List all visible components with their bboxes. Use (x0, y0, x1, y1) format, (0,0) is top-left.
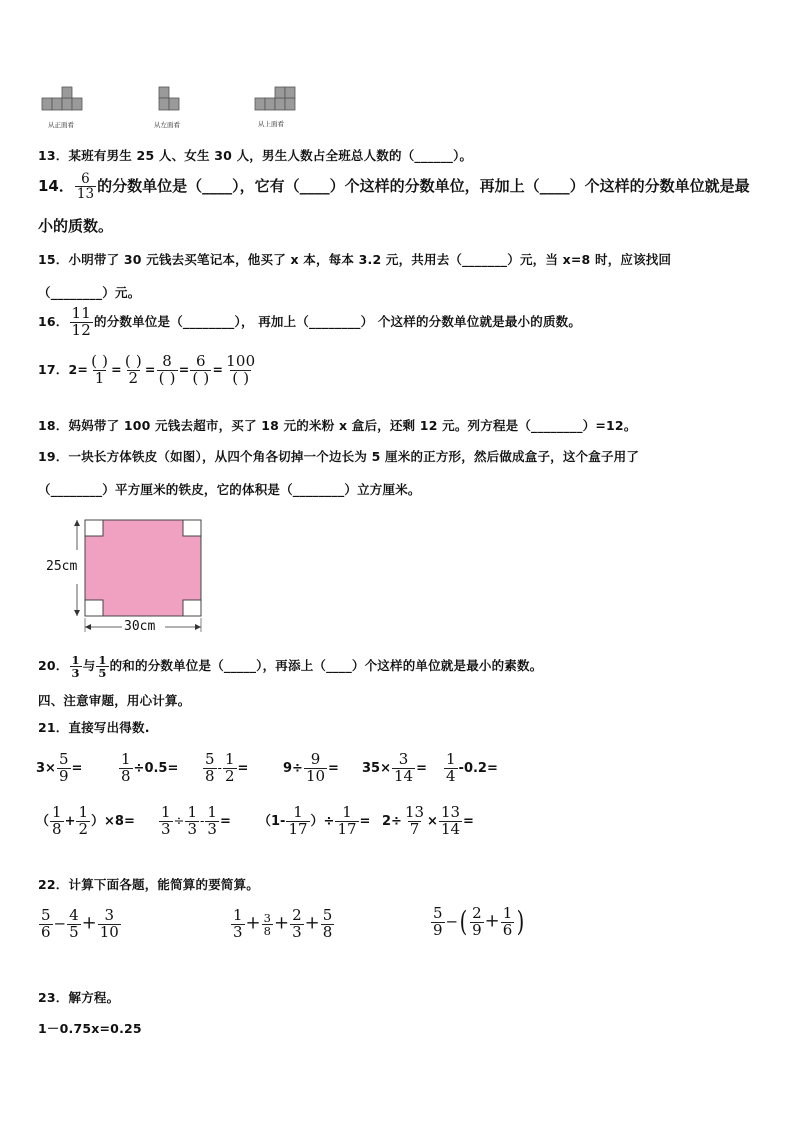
denominator: 7 (409, 819, 420, 838)
fraction (403, 805, 426, 838)
suffix: = (416, 760, 427, 776)
suffix: ）×8= (91, 813, 135, 829)
left-paren: ( (459, 905, 468, 939)
denominator: 17 (288, 819, 308, 838)
fraction (231, 908, 245, 941)
corner-cut (183, 520, 201, 536)
denominator: 1 (94, 368, 105, 387)
conjunction: 与 (82, 658, 96, 674)
arrow-up-icon (74, 520, 80, 526)
question-17-prefix: 17．2= (38, 361, 89, 377)
fraction (262, 912, 273, 937)
question-14 (38, 172, 750, 201)
numerator: 9 (310, 750, 321, 768)
numerator: ( ) (124, 352, 142, 370)
prefix: 3× (36, 760, 56, 776)
numerator: 1 (187, 803, 197, 821)
denominator: 12 (71, 320, 91, 339)
numerator: 5 (41, 906, 51, 924)
numerator: 5 (322, 906, 333, 924)
denominator: 3 (161, 819, 171, 838)
question-22-title: 22．计算下面各题，能简算的要简算。 (38, 877, 259, 892)
arrow-right-icon (195, 624, 201, 630)
denominator: 2 (78, 819, 89, 838)
numerator: 2 (472, 904, 482, 922)
fraction (119, 752, 133, 785)
operator: − (445, 912, 459, 931)
denominator: 17 (337, 819, 357, 838)
calc-1-3-div-1-3-minus-1-3 (158, 805, 231, 838)
operator: + (81, 912, 97, 934)
numerator: 1 (52, 803, 62, 821)
calc-1-8-plus-1-2-times-8 (36, 805, 135, 838)
equation-23: 1－0.75x=0.25 (38, 1021, 142, 1036)
denominator: 5 (98, 666, 107, 681)
numerator: 6 (81, 171, 90, 187)
numerator: 2 (292, 906, 302, 924)
numerator: 1 (342, 803, 352, 821)
suffix: -0.2= (458, 760, 498, 776)
numerator: 1 (502, 904, 513, 922)
section-4-title: 四、注意审题，用心计算。 (38, 693, 191, 708)
suffix: = (71, 760, 83, 776)
numerator: 13 (440, 803, 461, 821)
denominator: 2 (128, 368, 139, 387)
numerator: 1 (233, 906, 243, 924)
denominator: 10 (305, 766, 326, 785)
front-view-figure (40, 84, 90, 120)
fraction-blank-2 (123, 354, 144, 387)
question-21-title: 21．直接写出得数. (38, 720, 150, 735)
fraction (290, 908, 304, 941)
question-19-line-1: 19．一块长方体铁皮（如图），从四个角各切掉一个边长为 5 厘米的正方形，然后做成盒子，这个盒子用了 (38, 449, 640, 464)
numerator: 11 (71, 304, 91, 322)
fraction (57, 752, 71, 785)
numerator: 1 (71, 653, 80, 667)
fraction (203, 752, 217, 785)
denominator: 14 (393, 766, 414, 785)
operator: ÷ (173, 813, 185, 829)
left-view-figure (157, 84, 183, 118)
question-15-line-2: （________）元。 (38, 285, 141, 300)
denominator: 9 (472, 920, 482, 939)
denominator: 6 (502, 920, 513, 939)
calc-3x5-9 (36, 752, 82, 785)
numerator: 1 (121, 750, 131, 768)
fraction (431, 906, 445, 939)
denominator: ( ) (158, 368, 176, 387)
numerator: 5 (205, 750, 215, 768)
calc-35x3-14 (362, 752, 427, 785)
fraction (98, 908, 121, 941)
fraction (335, 805, 358, 838)
suffix: = (328, 760, 339, 776)
operator: + (273, 912, 290, 934)
numerator: 5 (433, 904, 443, 922)
expression-22-2 (230, 908, 335, 941)
numerator: 1 (161, 803, 171, 821)
suffix: = (237, 760, 249, 776)
fraction (159, 805, 173, 838)
width-label: 30cm (124, 619, 156, 634)
front-view-label: 从正面看 (48, 121, 74, 129)
denominator: 8 (52, 819, 62, 838)
question-14-text-1: 的分数单位是（____），它有（____）个这样的分数单位，再加上（____）个这样的分数单位就是最 (97, 177, 750, 196)
corner-cut (85, 520, 103, 536)
fraction (67, 908, 81, 941)
denominator: 9 (433, 920, 443, 939)
fraction (304, 752, 327, 785)
corner-cut (85, 600, 103, 616)
right-paren: ) (516, 905, 525, 939)
denominator: 10 (99, 922, 119, 941)
fraction (501, 906, 515, 939)
fraction-8-blank (157, 354, 178, 387)
denominator: 8 (322, 922, 333, 941)
operator: + (484, 910, 500, 932)
denominator: 6 (41, 922, 51, 941)
fraction-1-3 (70, 654, 82, 679)
prefix: 9÷ (283, 760, 303, 776)
question-15-line-1: 15．小明带了 30 元钱去买笔记本，他买了 x 本，每本 3.2 元，共用去（_______）元，当 x=8 时，应该找回 (38, 252, 672, 267)
denominator: ( ) (192, 368, 210, 387)
calc-5-8-minus-1-2 (202, 752, 248, 785)
numerator: 8 (162, 352, 173, 370)
operator: - (200, 813, 205, 829)
height-label: 25cm (46, 559, 78, 574)
calc-9-div-9-10 (283, 752, 339, 785)
denominator: 13 (76, 186, 95, 203)
denominator: 8 (121, 766, 131, 785)
fraction (50, 805, 64, 838)
operator: + (304, 912, 320, 934)
denominator: 3 (71, 666, 80, 681)
question-16-number: 16． (38, 313, 69, 329)
denominator: 8 (263, 923, 271, 938)
fraction-blank-1 (89, 354, 110, 387)
fraction (470, 906, 484, 939)
equals-sign: = (212, 361, 224, 377)
suffix: = (219, 813, 231, 829)
denominator: ( ) (232, 368, 250, 387)
question-20-text: 的和的分数单位是（_____），再添上（____）个这样的单位就是最小的素数。 (109, 658, 543, 674)
numerator: 1 (78, 803, 89, 821)
denominator: 3 (207, 819, 217, 838)
numerator: 1 (207, 803, 217, 821)
numerator: 3 (104, 906, 115, 924)
denominator: 3 (292, 922, 302, 941)
fraction (392, 752, 415, 785)
denominator: 14 (440, 819, 461, 838)
numerator: 3 (263, 910, 271, 925)
denominator: 4 (446, 766, 456, 785)
suffix: = (463, 813, 474, 829)
calc-2-div-13-7-times-13-14 (382, 805, 474, 838)
fraction (439, 805, 462, 838)
question-18: 18．妈妈带了 100 元钱去超市，买了 18 元的米粉 x 盒后，还剩 12 元。列方程是（________）=12。 (38, 418, 637, 433)
left-view-label: 从左面看 (154, 121, 180, 129)
numerator: 13 (404, 803, 425, 821)
suffix: ÷0.5= (133, 760, 179, 776)
question-23-title: 23．解方程。 (38, 990, 120, 1005)
fraction (444, 752, 458, 785)
numerator: 4 (69, 906, 79, 924)
fraction (76, 805, 90, 838)
equals-sign: = (144, 361, 156, 377)
expression-22-3 (430, 906, 526, 939)
numerator: 5 (58, 750, 69, 768)
operator: - (217, 760, 222, 776)
prefix: 2÷ (382, 813, 402, 829)
question-19-line-2: （________）平方厘米的铁皮，它的体积是（________）立方厘米。 (38, 482, 421, 497)
numerator: 1 (98, 653, 107, 667)
fraction (321, 908, 335, 941)
calc-1-8-div-0.5 (118, 752, 178, 785)
fraction-100-blank (224, 354, 257, 387)
arrow-down-icon (74, 610, 80, 616)
denominator: 2 (224, 766, 235, 785)
fraction (39, 908, 53, 941)
question-13: 13．某班有男生 25 人、女生 30 人，男生人数占全班总人数的（______）。 (38, 148, 473, 163)
top-view-figure (253, 84, 299, 118)
numerator: 1 (446, 750, 456, 768)
top-view-label: 从上面看 (258, 120, 284, 128)
corner-cut (183, 600, 201, 616)
operator: − (53, 914, 67, 933)
fraction-1-5 (96, 654, 108, 679)
fraction-6-blank (190, 354, 211, 387)
suffix: = (359, 813, 371, 829)
denominator: 9 (58, 766, 69, 785)
numerator: ( ) (91, 352, 109, 370)
question-14-number: 14． (38, 177, 74, 196)
numerator: 1 (224, 750, 235, 768)
arrow-left-icon (85, 624, 91, 630)
front-view-blocks (40, 84, 90, 116)
question-16 (38, 306, 581, 339)
question-20-number: 20． (38, 658, 69, 674)
denominator: 5 (69, 922, 79, 941)
calc-1-minus-1-17-div-1-17 (258, 805, 370, 838)
expression-22-1 (38, 908, 122, 941)
top-view-blocks (253, 84, 299, 114)
equals-sign: = (111, 361, 122, 377)
denominator: 3 (187, 819, 197, 838)
operator: + (64, 813, 76, 829)
fraction (223, 752, 237, 785)
fraction-6-13 (75, 172, 96, 201)
fraction-11-12 (70, 306, 94, 339)
fraction (185, 805, 199, 838)
operator: + (245, 912, 261, 934)
fraction (286, 805, 309, 838)
operator: ）÷ (310, 813, 335, 829)
prefix: 35× (362, 760, 391, 776)
left-view-blocks (157, 84, 183, 114)
denominator: 8 (205, 766, 215, 785)
prefix: （1- (258, 813, 286, 829)
question-20 (38, 654, 542, 679)
question-16-text: 的分数单位是（________）， 再加上（________） 个这样的分数单位就是最小的质数。 (94, 313, 582, 329)
prefix: （ (36, 813, 50, 829)
equals-sign: = (178, 361, 190, 377)
fraction (205, 805, 219, 838)
question-17 (38, 354, 258, 387)
numerator: 6 (196, 352, 206, 370)
numerator: 1 (293, 803, 303, 821)
calc-1-4-minus-0.2 (443, 752, 498, 785)
operator: × (427, 813, 438, 829)
numerator: 100 (226, 352, 256, 370)
numerator: 3 (398, 750, 409, 768)
question-14-line-2: 小的质数。 (38, 217, 114, 235)
denominator: 3 (233, 922, 243, 941)
